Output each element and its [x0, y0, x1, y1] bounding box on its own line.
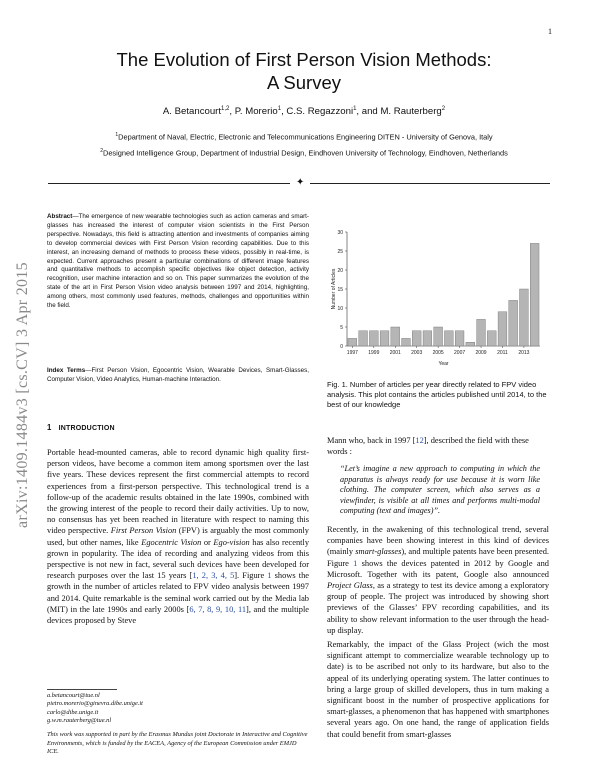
body-text: ), and multiple patents have been presented. Figure	[327, 547, 549, 568]
footnote-rule	[47, 689, 117, 690]
intro-text: ], and the multiple devices proposed by Steve	[47, 604, 310, 626]
affiliation-text: Designed Intelligence Group, Department of Industrial Design, Eindhoven University of Technology, Eindhoven, Netherlands	[102, 148, 508, 158]
bar-1998	[359, 331, 368, 346]
email: a.betancourt@tue.nl	[47, 692, 100, 699]
abstract	[47, 213, 309, 311]
bar-2011	[498, 312, 507, 346]
mann-quote: “Let’s imagine a new approach to computing in which the apparatus is always ready for use because it is worn like clothing. The computer screen, which also serves as a viewfinder, is visible at all times and performs multi-modal computing (text and images)”.	[340, 464, 540, 516]
articles-per-year-chart	[326, 228, 548, 373]
y-axis-title: Number of Articles	[331, 268, 337, 310]
bar-2013	[520, 289, 529, 346]
figure-link[interactable]: 1	[267, 571, 272, 581]
bar-2004	[423, 331, 432, 346]
author-list: A. Betancourt$^{1,2}$, P. Morerio$^1$, C.S. Regazzoni$^1$, and M. Rauterberg$^2$	[162, 106, 446, 118]
x-tick-label: 1997	[346, 350, 358, 356]
index-terms-label: Index Terms	[47, 367, 86, 374]
abstract-label: Abstract	[47, 213, 73, 220]
affiliation-1	[60, 132, 548, 141]
term-smart-glasses: smart-glasses	[355, 547, 402, 557]
bar-2003	[412, 331, 421, 346]
bar-2006	[444, 331, 453, 346]
author-affiliation-mark: 1	[353, 106, 357, 112]
bar-2002	[402, 338, 411, 346]
intro-text: has also recently grown in popularity. The idea of recording and analyzing videos from this perspective is not new in fact, several such devices have been developed for research purposes over the last 15 years [	[47, 537, 310, 581]
body-text: ], described the field with these words :	[327, 436, 529, 457]
affiliation-mark: 1	[115, 132, 119, 138]
affiliation-text: Department of Naval, Electric, Electronic and Telecommunications Engineering DITEN - University of Genova, Italy	[118, 132, 493, 142]
citation-link[interactable]: 12	[415, 436, 424, 445]
bar-2000	[380, 331, 389, 346]
x-tick-label: 2009	[475, 350, 487, 356]
bar-2014	[530, 243, 539, 346]
arxiv-id: arXiv:1409.1484v3 [cs.CV] 3 Apr 2015	[14, 262, 31, 528]
bar-2007	[455, 331, 464, 346]
author-name: A. Betancourt	[162, 106, 222, 118]
intro-text: shows the growth in the number of articles related to FPV video analysis between 1997 and 2014. Quite remarkable is the seminal work carried out by the Media lab (MIT) in the late 1990s and early 2000s [	[47, 571, 309, 614]
y-tick-label: 20	[337, 267, 343, 274]
abstract-text: —The emergence of new wearable technologies such as action cameras and smart-glasses has increased the interest of computer vision scientists in the First Person perspective. Nowadays, this field is attracting attention and investments of companies aiming to develop commercial devices with First Person Vision recording capabilities. Due to this interest, an increasing demand of methods to process these videos, possibly in real-time, is expected. Current approaches present a particular combinations of different image features and quantitative methods to accomplish specific objectives like object detection, activity recognition, user machine interaction and so on. This paper summarizes the evolution of the state of the art in First Person Vision video analysis between 1997 and 2014, highlighting, among others, most commonly used features, methods, challenges and opportunities within the field.	[47, 213, 309, 310]
author-affiliation-mark: 2	[441, 106, 446, 112]
x-tick-label: 2005	[432, 350, 444, 356]
y-tick-label: 10	[337, 305, 343, 312]
body-text: , as a strategy to test its device among a exploratory group of people. The project was introduced by showing short previews of the Glasses’ FPV recording capabilities, and its ability to show relevant information to the user through the head-up display.	[327, 581, 550, 635]
y-tick-label: 5	[340, 324, 343, 331]
bar-1997	[348, 338, 357, 346]
x-axis-title: Year	[438, 361, 449, 367]
body-text: Mann who, back in 1997 [	[327, 436, 416, 445]
figure-caption: Fig. 1. Number of articles per year directly related to FPV video analysis. This plot contains the articles published until 2014, to the best of our knowledge	[327, 380, 547, 409]
bar-2005	[434, 327, 443, 346]
author-name: C.S. Regazzoni	[286, 106, 354, 118]
citation-link[interactable]: 6, 7, 8, 9, 10, 11	[189, 604, 247, 614]
intro-paragraph	[47, 447, 309, 626]
paragraph-companies	[327, 524, 549, 636]
y-tick-label: 0	[340, 343, 343, 350]
section-title: INTRODUCTION	[58, 425, 115, 432]
bar-2010	[487, 331, 496, 346]
term-egocentric: Egocentric Vision	[141, 537, 202, 547]
affiliation-mark: 2	[100, 148, 103, 154]
index-terms	[47, 367, 309, 385]
y-tick-label: 25	[337, 248, 343, 255]
y-tick-label: 15	[337, 286, 343, 293]
x-tick-label: 2011	[497, 350, 508, 356]
intro-text: (FPV) is arguably the most commonly used, but other names, like	[47, 526, 309, 547]
author-affiliation-mark: 1	[277, 106, 282, 112]
footnote-support: This work was supported in part by the Erasmus Mundus joint Doctorate in Interactive and Cognitive Environments, which is funded by the EACEA, Agency of the European Commission under EMJD ICE.	[47, 731, 308, 756]
body-text: Recently, in the awakening of this technological trend, several companies have been showing interest in this kind of devices (mainly	[327, 525, 549, 557]
term-ego-vision: Ego-vision	[213, 537, 250, 547]
mann-intro	[327, 435, 549, 457]
paper-title	[60, 48, 548, 94]
bar-2008	[466, 342, 475, 346]
separator-rule-left	[48, 183, 290, 184]
intro-text: ]. Figure	[234, 571, 268, 581]
body-text: shows the devices patented in 2012 by Google and Microsoft. Together with its patent, Google also announced	[327, 558, 549, 579]
intro-text: Portable head-mounted cameras, able to record dynamic high quality first-person videos, have become a common item among sportsmen over the last five years. These devices represent the first commercial attempts to record experiences from a first-person perspective. This technological trend is a follow-up of the academic results obtained in the late 1990s, combined with the growing interest of the people to record their daily activities. Up to now, no consensus has yet been reached in literature with respect to naming this video perspective.	[47, 448, 309, 536]
section-heading	[47, 423, 115, 432]
author-name: and M. Rauterberg	[361, 106, 442, 118]
term-project-glass: Project Glass	[327, 581, 373, 591]
title-line-1: The Evolution of First Person Vision Methods:	[116, 49, 492, 70]
bar-1999	[369, 331, 378, 346]
bar-2001	[391, 327, 400, 346]
citation-link[interactable]: 1, 2, 3, 4, 5	[192, 571, 235, 581]
affiliation-2	[60, 148, 548, 157]
bar-2012	[509, 300, 518, 346]
x-tick-label: 1999	[368, 350, 380, 356]
section-number: 1	[47, 423, 52, 432]
email: carlo@dibe.unige.it	[47, 708, 99, 716]
separator-diamond-icon: ✦	[296, 177, 305, 188]
footnote-emails	[47, 692, 309, 725]
x-tick-label: 2007	[454, 350, 466, 356]
intro-text: or	[201, 537, 214, 547]
author-affiliation-mark: 1,2	[221, 106, 230, 112]
email: g.w.m.rauterberg@tue.nl	[47, 716, 112, 724]
paragraph-glass-project: Remarkably, the impact of the Glass Project (wich the most significant attempt to commercialize wearable technology up to date) is to be ascribed not only to its hardware, but also to the appeal of its underlying operating system. The latter continues to bring a large group of skilled developers, thus in turn making a significant boost in the number of prospective applications for smart-glasses, a phenomenon that has happened with smartphones several years ago. On one hand, the range of application fields that could benefit from smart-glasses	[327, 640, 549, 739]
term-fpv: First Person Vision	[110, 526, 177, 536]
x-tick-label: 2003	[411, 350, 423, 356]
index-terms-text: —First Person Vision, Egocentric Vision, Wearable Devices, Smart-Glasses, Computer Vision, Video Analytics, Human-machine Interaction.	[47, 367, 310, 383]
separator-rule-right	[310, 183, 550, 184]
author-name: P. Morerio	[234, 106, 278, 118]
y-tick-label: 30	[337, 229, 343, 236]
arxiv-stamp	[6, 205, 40, 585]
bar-2009	[477, 319, 486, 346]
email: pietro.morerio@ginevra.dibe.unige.it	[47, 700, 143, 708]
x-tick-label: 2001	[389, 350, 401, 356]
figure-link[interactable]: 1	[353, 558, 358, 568]
title-line-2: A Survey	[266, 72, 342, 93]
x-tick-label: 2013	[518, 350, 530, 356]
page-number: 1	[548, 27, 552, 36]
